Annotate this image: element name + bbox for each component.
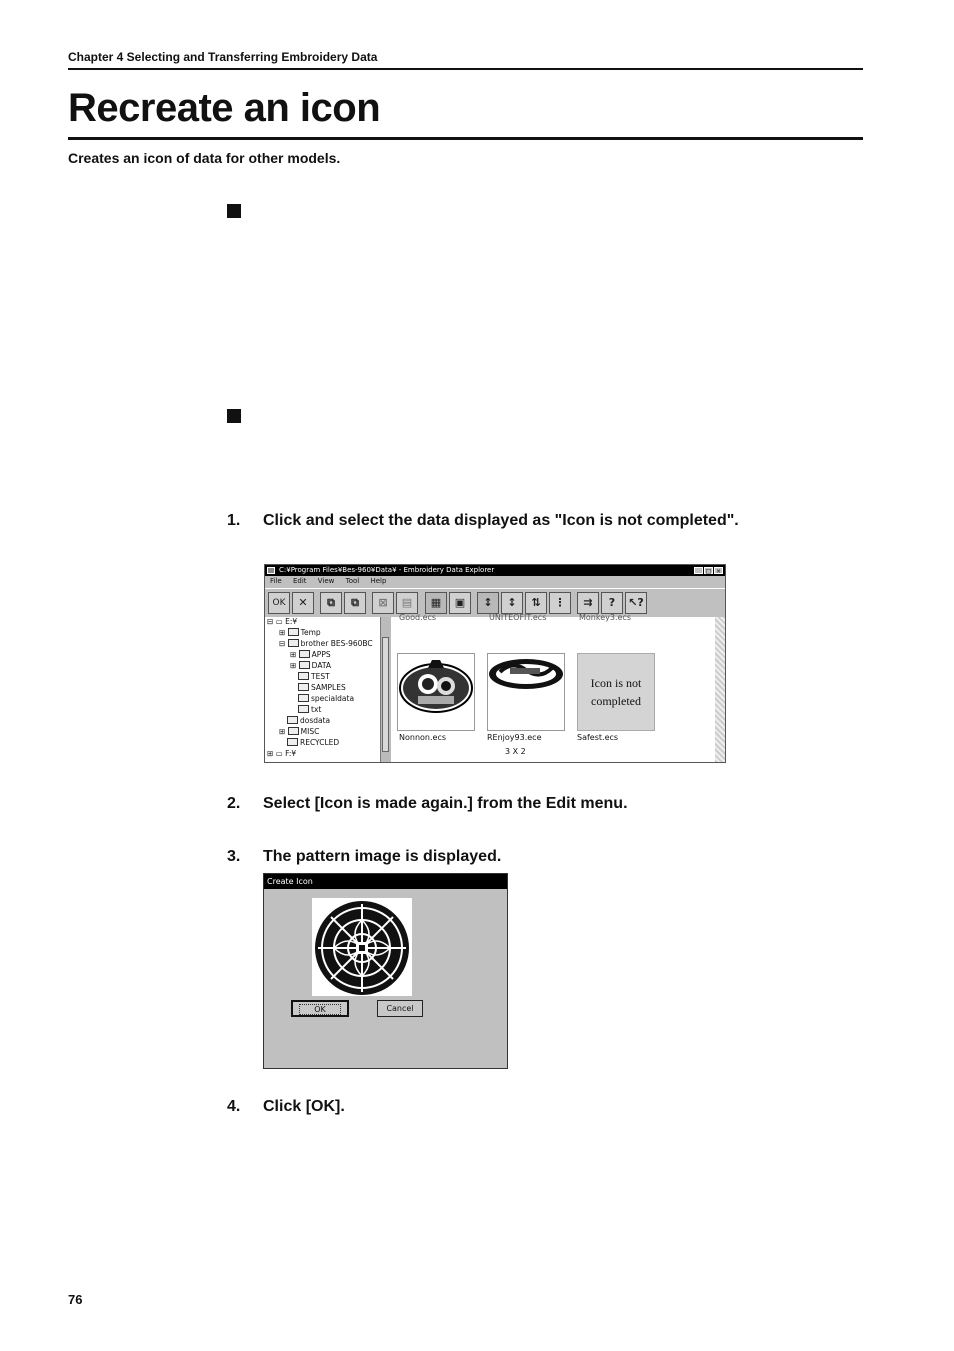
tree-item-brother[interactable]: ⊟ brother BES-960BC (279, 639, 373, 648)
folder-tree (265, 617, 382, 762)
title-rule (68, 137, 863, 140)
page-number: 76 (68, 1292, 83, 1307)
tree-item-drive-f[interactable]: ⊞ ▭ F:¥ (267, 749, 297, 758)
paste-icon[interactable]: ⧉ (344, 592, 366, 614)
tree-item-drive-e[interactable]: ⊟ ▭ E:¥ (267, 617, 298, 626)
tree-item-txt[interactable]: txt (298, 705, 321, 714)
minimize-icon[interactable]: _ (694, 567, 703, 574)
step-number: 2. (227, 795, 241, 812)
tree-item-samples[interactable]: SAMPLES (298, 683, 346, 692)
window-title: C:¥Program Files¥Bes-960¥Data¥ - Embroidery Data Explorer (279, 566, 495, 574)
file-thumbnail-icon-not-completed[interactable]: Icon is not completed (577, 653, 655, 731)
header-rule (68, 68, 863, 70)
step-number: 4. (227, 1098, 241, 1115)
tree-item-apps[interactable]: ⊞ APPS (290, 650, 331, 659)
embroidery-pattern-icon (488, 654, 564, 730)
tree-item-specialdata[interactable]: specialdata (298, 694, 354, 703)
close-icon[interactable]: × (715, 568, 722, 575)
grid-size-label: 3 X 2 (505, 747, 526, 756)
folder-icon (288, 727, 299, 735)
dialog-titlebar: Create Icon (264, 874, 507, 889)
folder-icon (298, 672, 309, 680)
folder-icon (288, 639, 299, 647)
pattern-image (312, 898, 412, 996)
file-name-partial: Good.ecs (399, 613, 437, 622)
file-thumbnail-renjoy[interactable] (487, 653, 565, 731)
file-view-scrollbar[interactable] (715, 617, 725, 762)
embroidery-pattern-icon (398, 654, 474, 730)
menu-view[interactable]: View (317, 577, 335, 585)
file-thumbnail-nonnon[interactable] (397, 653, 475, 731)
create-icon-dialog (263, 873, 508, 1069)
menu-file[interactable]: File (270, 577, 282, 585)
scroll-thumb[interactable] (382, 637, 389, 752)
folder-icon (288, 628, 299, 636)
file-name-label: Safest.ecs (577, 733, 619, 742)
cancel-button[interactable]: Cancel (377, 1000, 423, 1017)
ok-tool-button[interactable]: OK (268, 592, 290, 614)
step-number: 3. (227, 848, 241, 865)
sort-size-icon[interactable]: ↕ (501, 592, 523, 614)
tree-item-test[interactable]: TEST (298, 672, 330, 681)
tree-item-dosdata[interactable]: dosdata (287, 716, 330, 725)
file-icon-view (391, 613, 715, 762)
menu-bar (265, 576, 725, 587)
folder-icon (298, 705, 309, 713)
section-marker-square (227, 204, 241, 218)
tree-item-recycled[interactable]: RECYCLED (287, 738, 339, 747)
folder-icon (287, 738, 298, 746)
tree-item-temp[interactable]: ⊞ Temp (279, 628, 321, 637)
folder-icon (298, 694, 309, 702)
folder-icon (287, 716, 298, 724)
step-text: The pattern image is displayed. (263, 848, 502, 865)
file-name-label: REnjoy93.ece (487, 733, 542, 742)
chapter-header: Chapter 4 Selecting and Transferring Embroidery Data (68, 50, 378, 64)
copy-icon[interactable]: ⧉ (320, 592, 342, 614)
tree-item-data[interactable]: ⊞ DATA (290, 661, 331, 670)
tree-scrollbar[interactable] (380, 617, 391, 762)
menu-edit[interactable]: Edit (292, 577, 307, 585)
window-titlebar (265, 565, 725, 576)
menu-help[interactable]: Help (370, 577, 387, 585)
file-name-partial: Monkey3.ecs (579, 613, 631, 622)
transfer-icon[interactable]: ⇉ (577, 592, 599, 614)
step-text: Click [OK]. (263, 1098, 345, 1115)
cancel-x-icon[interactable]: ✕ (292, 592, 314, 614)
embroidery-data-explorer-window (264, 564, 726, 763)
section-marker-square (227, 409, 241, 423)
step-text: Select [Icon is made again.] from the Edit menu. (263, 795, 628, 812)
step-number: 1. (227, 512, 241, 529)
page-subtitle: Creates an icon of data for other models. (68, 150, 341, 166)
folder-icon (299, 650, 310, 658)
ok-button[interactable]: OK (291, 1000, 349, 1017)
help-icon[interactable]: ? (601, 592, 623, 614)
file-name-label: Nonnon.ecs (399, 733, 447, 742)
maximize-icon[interactable]: □ (705, 568, 712, 575)
properties-icon[interactable]: ▤ (396, 592, 418, 614)
sort-type-icon[interactable]: ⇅ (525, 592, 547, 614)
folder-icon (298, 683, 309, 691)
context-help-icon[interactable]: ↖? (625, 592, 647, 614)
file-name-partial: UNITEOFIT.ecs (489, 613, 547, 622)
icon-view-icon[interactable]: ▣ (449, 592, 471, 614)
sort-date-icon[interactable]: ⋮ (549, 592, 571, 614)
step-text: Click and select the data displayed as "Icon is not completed". (263, 512, 739, 529)
delete-icon[interactable]: ⊠ (372, 592, 394, 614)
embroidery-pattern-icon (312, 898, 412, 996)
app-icon (267, 567, 275, 574)
menu-tool[interactable]: Tool (345, 577, 360, 585)
folder-icon (299, 661, 310, 669)
list-view-icon[interactable]: ▦ (425, 592, 447, 614)
sort-name-icon[interactable]: ↕ (477, 592, 499, 614)
page-title: Recreate an icon (68, 86, 381, 130)
tree-item-misc[interactable]: ⊞ MISC (279, 727, 320, 736)
